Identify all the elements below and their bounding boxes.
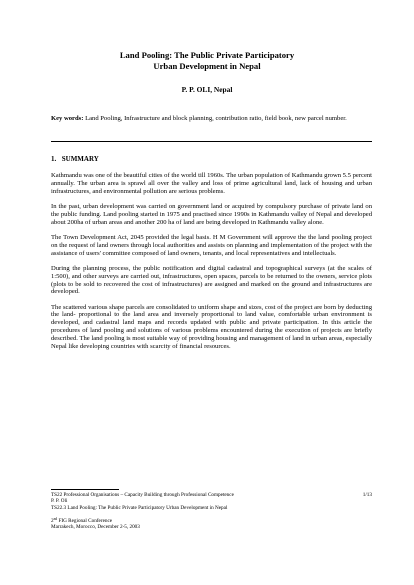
keywords-divider: [51, 141, 372, 142]
footer-location-date: Marrakech, Morocco, December 2-5, 2003: [51, 524, 140, 531]
paragraph: Kathmandu was one of the beautiful cities of the world till 1960s. The urban population of Kathmandu grown 5.5 percent annually. The urban area is sprawl all over the valley and loss of prime agricultural land, lack of housing and urban infrastructures, and environmental pollution are serious problems.: [51, 172, 372, 195]
title-line-1: Land Pooling: The Public Private Participatory: [119, 50, 295, 60]
conference-ordinal: 2: [51, 517, 54, 524]
paragraph: In the past, urban development was carried on government land or acquired by compulsory purchase of private land on the public funding. Land pooling started in 1975 and practised since 1990s in Kathmandu valley of Nepal and developed about 200ha of urban areas and another 200 ha of land are being developed in Kathmandu valley alone.: [51, 202, 372, 226]
author-name: P. P. OLI, Nepal: [181, 85, 233, 94]
section-number: 1.: [51, 155, 57, 163]
keywords: [51, 115, 371, 123]
footer-author: P. P. Oli: [51, 498, 68, 505]
conference-name: FIG Regional Conference: [57, 517, 113, 524]
section-heading: [51, 155, 99, 164]
summary-body: [51, 172, 372, 358]
paragraph: The Town Development Act, 2045 provided the legal basis. H M Government will approve the the land pooling project on the request of land owners through local authorities and assists on planning and implementation of the project with the assistance of users' committee composed of land owners, tenants, and local representatives and intellectuals.: [51, 233, 372, 257]
footer-session: TS22 Professional Organisations – Capacity Building through Professional Competence: [51, 492, 234, 498]
section-title: SUMMARY: [61, 155, 99, 163]
page-number: 1/13: [362, 492, 372, 498]
keywords-text: Land Pooling, Infrastructure and block planning, contribution ratio, field book, new parcel number.: [83, 115, 347, 122]
title-line-2: Urban Development in Nepal: [153, 61, 261, 71]
footer-divider: [51, 489, 119, 490]
paragraph: During the planning process, the public notification and digital cadastral and topographical surveys (at the scales of 1:500), and other surveys are carried out, infrastructures, open spaces, parcels to be returned to the owners, service plots (plots to be sold to recovered the cost of infrastructures) are assigned and marked on the ground and infrastructures are developed.: [51, 264, 372, 296]
paper-title: [40, 50, 374, 72]
page-footer: [51, 492, 372, 530]
keywords-label: Key words:: [51, 115, 84, 122]
paragraph: The scattered various shape parcels are consolidated to uniform shape and sizes, cost of the project are born by deducting the land- proportional to the land area and inversely proportional to land value, comfortable urban environment is developed, and cadastral land maps and records updated with public and private participation. In this article the procedures of land pooling and solutions of various problems encountered during the execution of projects are briefly described. The land pooling is most suitable way of providing housing and management of land in urban areas, especially Nepal like developing countries with scarcity of financial resources.: [51, 303, 372, 351]
footer-paper-ref: TS22.3 Land Pooling: The Public Private Participatory Urban Development in Nepal: [51, 504, 228, 511]
conference-ordinal-suffix: nd: [53, 516, 58, 521]
